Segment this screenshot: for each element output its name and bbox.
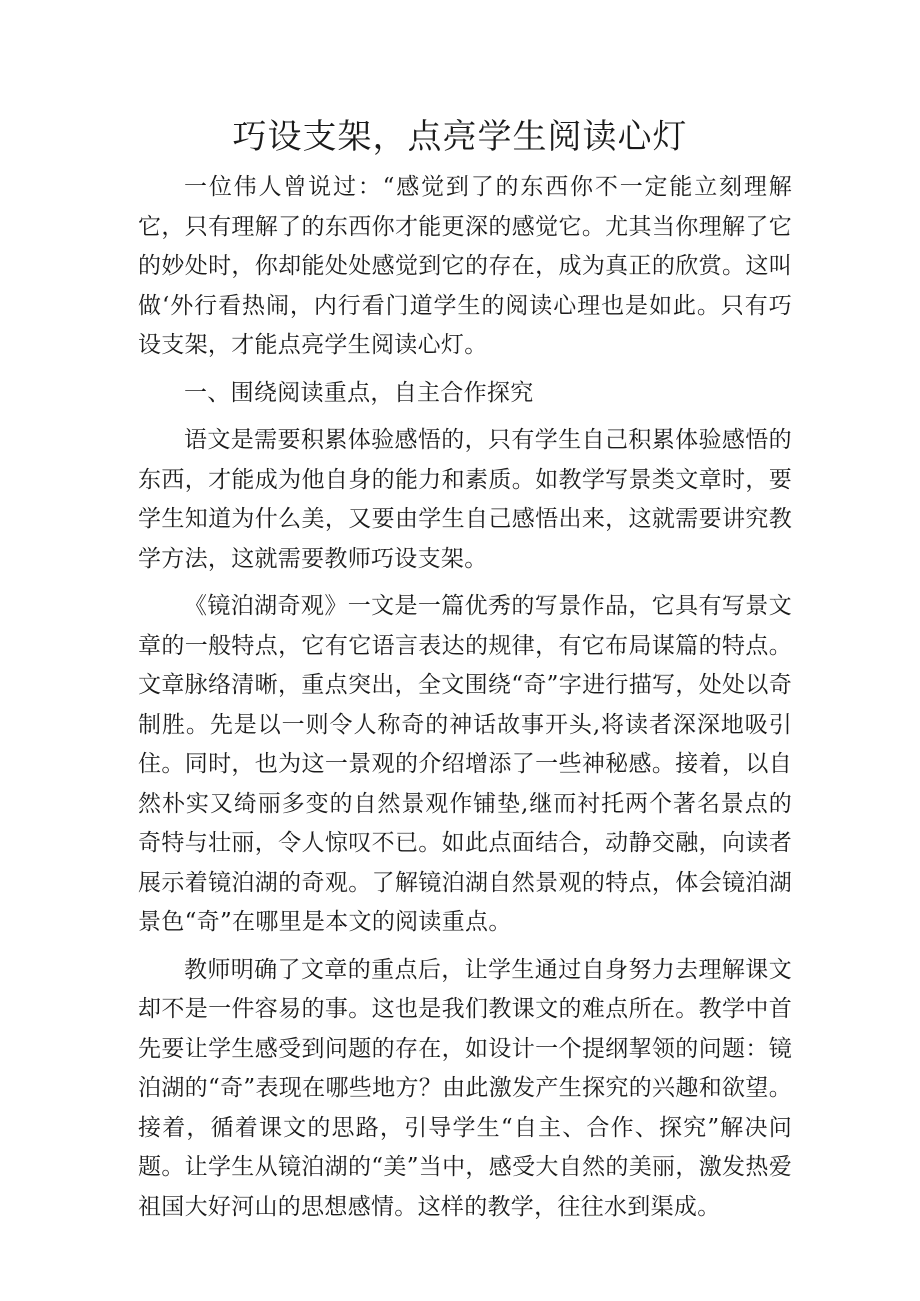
body-paragraph: 《镜泊湖奇观》一文是一篇优秀的写景作品，它具有写景文章的一般特点，它有它语言表达的规律，有它布局谋篇的特点。文章脉络清晰，重点突出，全文围绕“奇”字进行描写，处处以奇制胜。先是以一则令人称奇的神话故事开头,将读者深深地吸引住。同时，也为这一景观的介绍增添了一些神秘感。接着，以自然朴实又绮丽多变的自然景观作铺垫,继而衬托两个著名景点的奇特与壮丽，令人惊叹不已。如此点面结合，动静交融，向读者展示着镜泊湖的奇观。了解镜泊湖自然景观的特点，体会镜泊湖景色“奇”在哪里是本文的阅读重点。 — [138, 593, 792, 935]
intro-paragraph: 一位伟人曾说过：“感觉到了的东西你不一定能立刻理解它，只有理解了的东西你才能更深的感觉它。尤其当你理解了它的妙处时，你却能处处感觉到它的存在，成为真正的欣赏。这叫做‘外行看热闹，内行看门道学生的阅读心理也是如此。只有巧设支架，才能点亮学生阅读心灯。 — [138, 174, 792, 358]
body-paragraph: 教师明确了文章的重点后，让学生通过自身努力去理解课文却不是一件容易的事。这也是我们教课文的难点所在。教学中首先要让学生感受到问题的存在，如设计一个提纲挈领的问题：镜泊湖的“奇”表现在哪些地方？由此激发产生探究的兴趣和欲望。接着，循着课文的思路，引导学生“自主、合作、探究”解决问题。让学生从镜泊湖的“美”当中，感受大自然的美丽，激发热爱祖国大好河山的思想感情。这样的教学，往往水到渠成。 — [138, 956, 792, 1220]
document-title: 巧设支架，点亮学生阅读心灯 — [232, 117, 688, 157]
body-paragraph: 语文是需要积累体验感悟的，只有学生自己积累体验感悟的东西，才能成为他自身的能力和素质。如教学写景类文章时，要学生知道为什么美，又要由学生自己感悟出来，这就需要讲究教学方法，这就需要教师巧设支架。 — [138, 427, 792, 572]
document-body — [138, 168, 792, 1227]
section-heading: 一、围绕阅读重点，自主合作探究 — [184, 379, 534, 406]
